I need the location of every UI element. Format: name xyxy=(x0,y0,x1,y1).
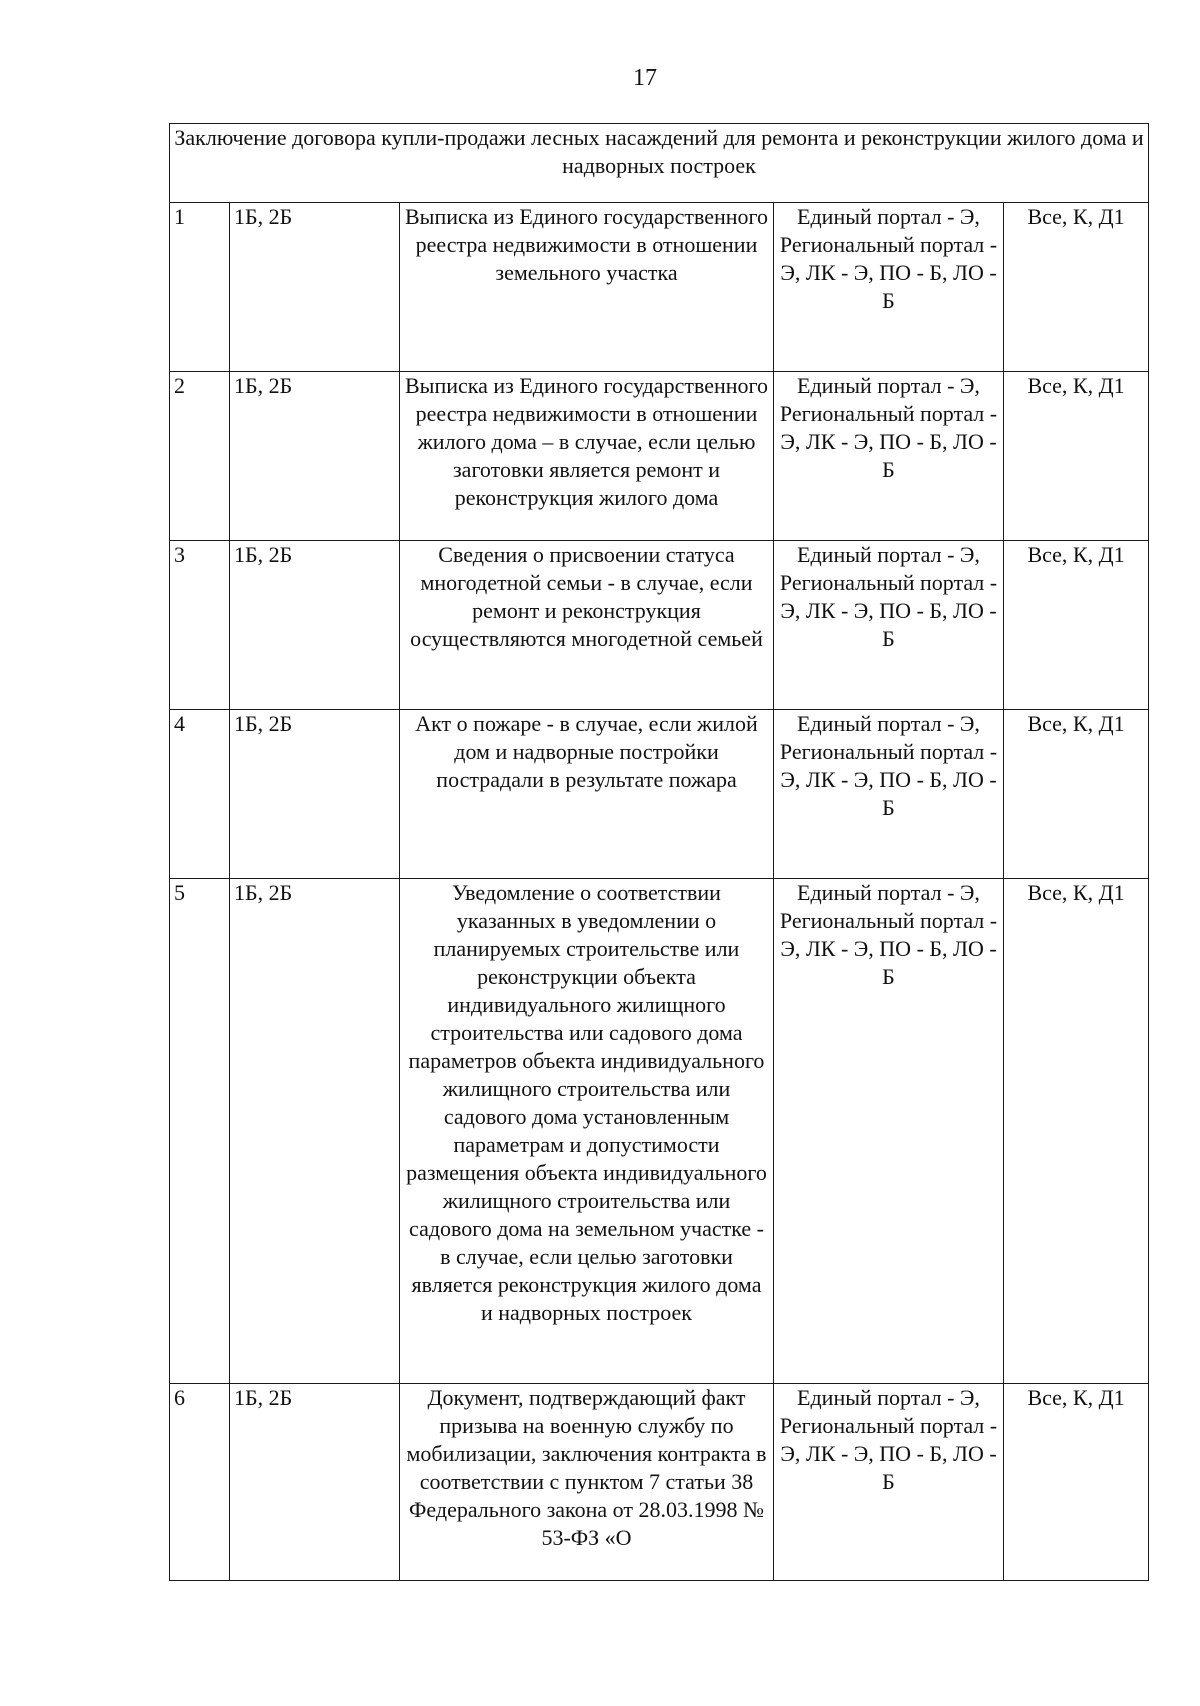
row-codes: 1Б, 2Б xyxy=(230,1384,400,1581)
row-codes: 1Б, 2Б xyxy=(230,541,400,710)
row-codes: 1Б, 2Б xyxy=(230,879,400,1384)
row-document: Акт о пожаре - в случае, если жилой дом и надворные постройки пострадали в результате пожара xyxy=(400,710,774,879)
row-recipients: Все, К, Д1 xyxy=(1004,879,1149,1384)
row-document: Сведения о присвоении статуса многодетной семьи - в случае, если ремонт и реконструкция осуществляются многодетной семьей xyxy=(400,541,774,710)
row-recipients: Все, К, Д1 xyxy=(1004,372,1149,541)
documents-table xyxy=(169,123,1149,1581)
table-row xyxy=(170,1384,1149,1581)
row-number: 1 xyxy=(170,203,230,372)
page-number: 17 xyxy=(633,65,657,91)
section-header-text: Заключение договора купли-продажи лесных насаждений для ремонта и реконструкции жилого дома и надворных построек xyxy=(174,125,1144,178)
section-header-row xyxy=(170,124,1149,203)
row-channels: Единый портал - Э, Региональный портал - Э, ЛК - Э, ПО - Б, ЛО - Б xyxy=(774,710,1004,879)
row-document: Уведомление о соответствии указанных в уведомлении о планируемых строительстве или реконструкции объекта индивидуального жилищного строительства или садового дома параметров объекта индивидуального жилищного строительства или садового дома установленным параметрам и допустимости размещения объекта индивидуального жилищного строительства или садового дома на земельном участке - в случае, если целью заготовки является реконструкция жилого дома и надворных построек xyxy=(400,879,774,1384)
row-recipients: Все, К, Д1 xyxy=(1004,203,1149,372)
row-channels: Единый портал - Э, Региональный портал - Э, ЛК - Э, ПО - Б, ЛО - Б xyxy=(774,541,1004,710)
row-number: 3 xyxy=(170,541,230,710)
row-recipients: Все, К, Д1 xyxy=(1004,1384,1149,1581)
row-number: 6 xyxy=(170,1384,230,1581)
section-header xyxy=(170,124,1149,203)
row-codes: 1Б, 2Б xyxy=(230,203,400,372)
row-recipients: Все, К, Д1 xyxy=(1004,710,1149,879)
row-number: 4 xyxy=(170,710,230,879)
row-codes: 1Б, 2Б xyxy=(230,372,400,541)
row-codes: 1Б, 2Б xyxy=(230,710,400,879)
row-document: Выписка из Единого государственного реестра недвижимости в отношении жилого дома – в случае, если целью заготовки является ремонт и реконструкция жилого дома xyxy=(400,372,774,541)
row-document: Документ, подтверждающий факт призыва на военную службу по мобилизации, заключения контракта в соответствии с пунктом 7 статьи 38 Федерального закона от 28.03.1998 № 53-ФЗ «О xyxy=(400,1384,774,1581)
table-row xyxy=(170,541,1149,710)
table-row xyxy=(170,879,1149,1384)
row-document: Выписка из Единого государственного реестра недвижимости в отношении земельного участка xyxy=(400,203,774,372)
row-channels: Единый портал - Э, Региональный портал - Э, ЛК - Э, ПО - Б, ЛО - Б xyxy=(774,1384,1004,1581)
row-recipients: Все, К, Д1 xyxy=(1004,541,1149,710)
row-channels: Единый портал - Э, Региональный портал - Э, ЛК - Э, ПО - Б, ЛО - Б xyxy=(774,879,1004,1384)
row-channels: Единый портал - Э, Региональный портал - Э, ЛК - Э, ПО - Б, ЛО - Б xyxy=(774,203,1004,372)
row-channels: Единый портал - Э, Региональный портал - Э, ЛК - Э, ПО - Б, ЛО - Б xyxy=(774,372,1004,541)
row-number: 5 xyxy=(170,879,230,1384)
table-row xyxy=(170,372,1149,541)
table-row xyxy=(170,203,1149,372)
table-row xyxy=(170,710,1149,879)
row-number: 2 xyxy=(170,372,230,541)
